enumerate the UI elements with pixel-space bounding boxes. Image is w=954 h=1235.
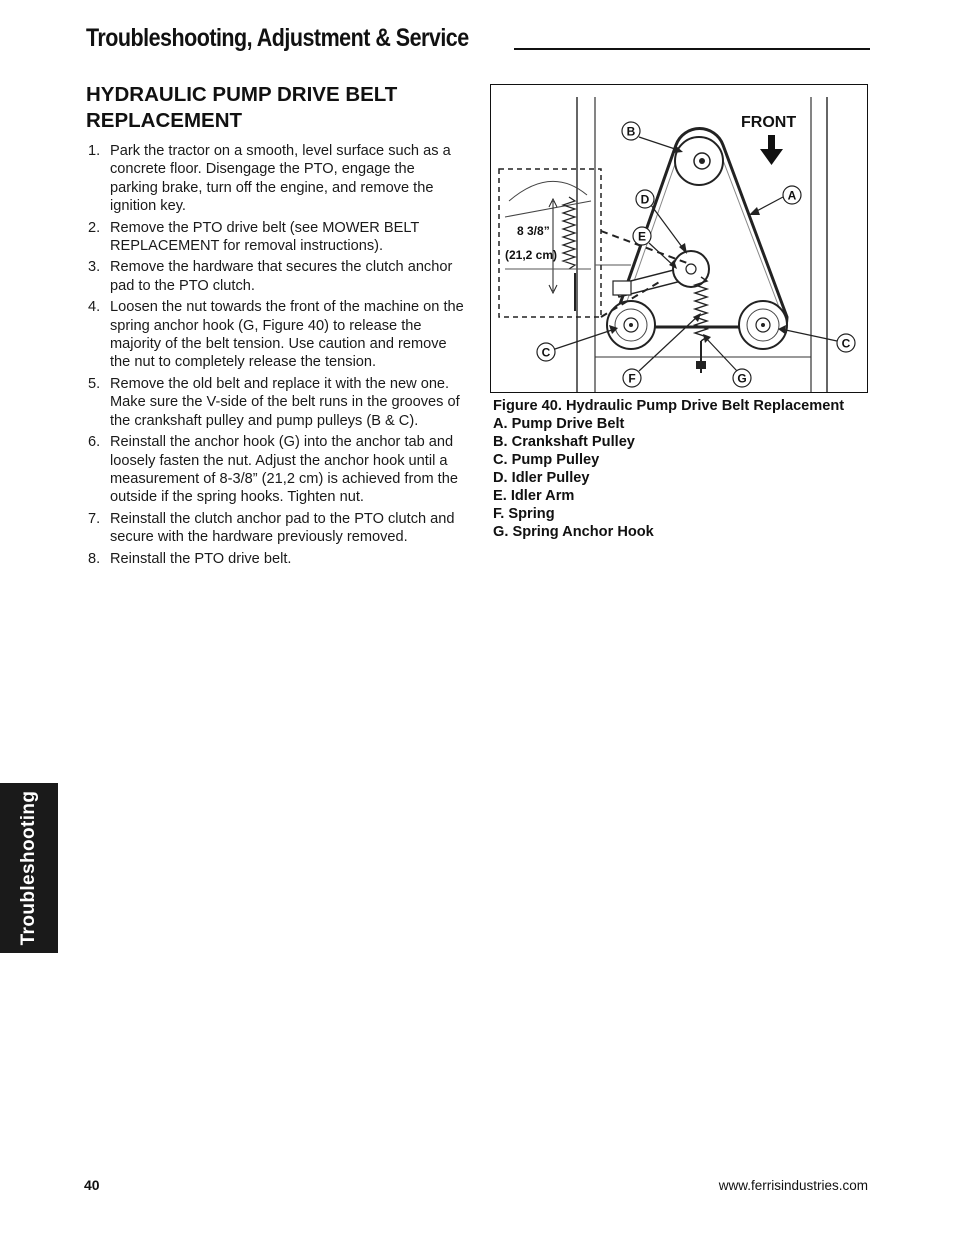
- page-number: 40: [84, 1177, 100, 1193]
- step-item: [86, 510, 466, 547]
- step-number: 4.: [88, 299, 101, 316]
- svg-text:D: D: [640, 192, 650, 207]
- figure-caption: [493, 397, 865, 541]
- legend-item: B. Crankshaft Pulley: [493, 434, 635, 450]
- idler-arm-mount: [613, 281, 631, 295]
- front-label: FRONT: [741, 114, 797, 131]
- step-number: 2.: [88, 219, 101, 236]
- step-item: [86, 375, 466, 430]
- step-text: Remove the PTO drive belt (see MOWER BELT REPLACEMENT for removal instructions).: [110, 219, 420, 255]
- legend-item: G. Spring Anchor Hook: [493, 524, 654, 540]
- step-text: Reinstall the PTO drive belt.: [110, 550, 292, 567]
- step-item: [86, 433, 466, 507]
- svg-text:G: G: [737, 371, 747, 386]
- step-item: [86, 258, 466, 295]
- step-number: 5.: [88, 375, 101, 392]
- belt-diagram-figure: [490, 84, 868, 393]
- svg-text:F: F: [628, 371, 636, 386]
- section-side-tab: [0, 783, 58, 953]
- step-item: [86, 219, 466, 256]
- step-text: Remove the old belt and replace it with the new one. Make sure the V-side of the belt runs in the grooves of the crankshaft pulley and pump pulleys (B & C).: [110, 375, 460, 429]
- callout-c-right: [778, 325, 855, 352]
- step-number: 7.: [88, 510, 101, 527]
- dimension-cm-label: (21,2 cm): [505, 248, 558, 262]
- pump-pulley-right: [739, 301, 787, 349]
- step-number: 8.: [88, 550, 101, 567]
- step-number: 1.: [88, 143, 101, 159]
- svg-text:C: C: [841, 336, 851, 351]
- legend-item: D. Idler Pulley: [493, 470, 590, 486]
- svg-text:C: C: [541, 345, 551, 360]
- step-number: 6.: [88, 434, 101, 451]
- step-item: [86, 298, 466, 372]
- svg-text:A: A: [787, 188, 797, 203]
- step-text: Reinstall the clutch anchor pad to the PTO clutch and secure with the hardware previously removed.: [110, 510, 455, 546]
- figure-legend: [493, 415, 865, 541]
- crankshaft-bolt: [699, 158, 705, 164]
- section-heading: HYDRAULIC PUMP DRIVE BELT REPLACEMENT: [86, 83, 398, 132]
- dimension-inches-label: 8 3/8”: [517, 224, 550, 238]
- legend-item: A. Pump Drive Belt: [493, 416, 625, 432]
- legend-item: C. Pump Pulley: [493, 452, 600, 468]
- anchor-nut: [696, 361, 706, 369]
- step-item: [86, 142, 466, 216]
- page-header-title: Troubleshooting, Adjustment & Service: [86, 24, 469, 52]
- figure-caption-title: Figure 40. Hydraulic Pump Drive Belt Replacement: [493, 398, 845, 414]
- detail-inset: [499, 169, 601, 317]
- idler-hub: [686, 264, 696, 274]
- legend-item: F. Spring: [493, 506, 555, 522]
- callout-b: [622, 122, 683, 153]
- step-text: Park the tractor on a smooth, level surface such as a concrete floor. Disengage the PTO, engage the parking brake, turn off the engine, and remove the ignition key.: [110, 143, 451, 215]
- svg-text:E: E: [637, 229, 647, 244]
- legend-item: E. Idler Arm: [493, 488, 575, 504]
- svg-text:B: B: [626, 124, 636, 139]
- step-text: Remove the hardware that secures the clutch anchor pad to the PTO clutch.: [110, 259, 453, 294]
- step-text: Loosen the nut towards the front of the machine on the spring anchor hook (G, Figure 40) to release the majority of the belt tension. Use caution and remove the nut to completely release the tension.: [110, 299, 464, 371]
- footer-url: www.ferrisindustries.com: [718, 1178, 868, 1193]
- callout-a: [749, 186, 801, 215]
- inset-spring: [563, 197, 575, 269]
- inset-pulley-outline: [509, 181, 587, 201]
- inset-arm-outline: [505, 201, 591, 217]
- front-arrow-icon: [760, 135, 783, 165]
- belt-diagram: [491, 85, 867, 392]
- step-item: [86, 550, 466, 568]
- callout-g: [703, 334, 751, 387]
- step-text: Reinstall the anchor hook (G) into the anchor tab and loosely fasten the nut. Adjust the anchor hook until a measurement of 8-3/8” (21,2 cm) is achieved from the outside if the spring hooks. Tighten nut.: [110, 434, 458, 506]
- step-number: 3.: [88, 259, 101, 276]
- header-rule: [514, 48, 870, 50]
- instruction-steps: [86, 142, 466, 571]
- side-tab-label: Troubleshooting: [18, 790, 39, 946]
